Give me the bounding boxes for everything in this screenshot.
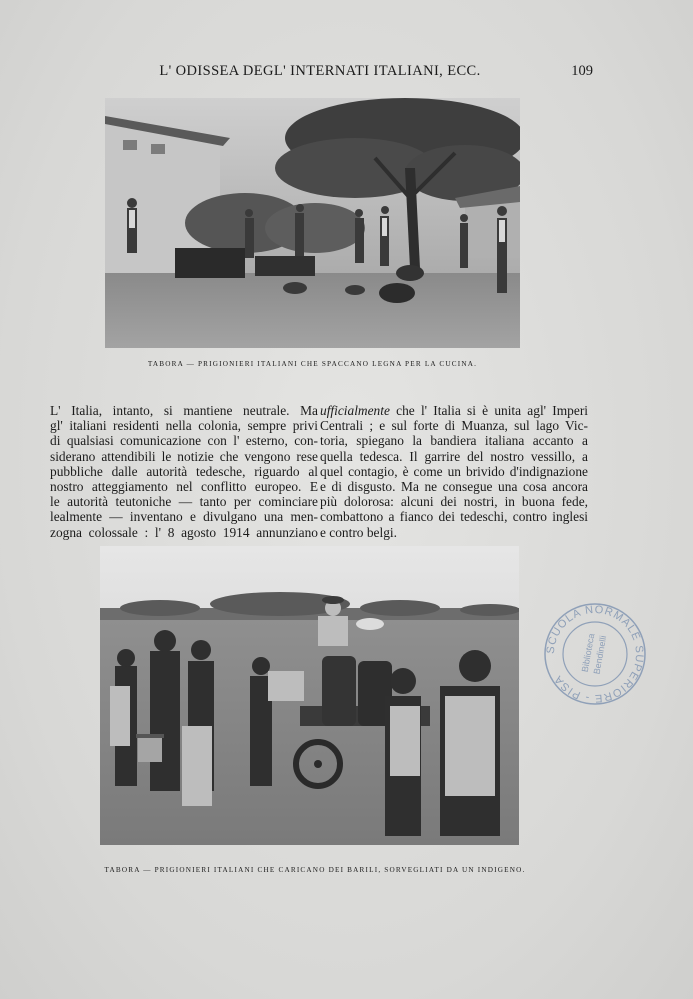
running-header: L' ODISSEA DEGL' INTERNATI ITALIANI, ECC. [159,63,481,79]
text-line: pubbliche dalle autorità tedesche, riguardo al [50,463,318,479]
library-stamp-seal [541,600,649,708]
text-line: Centrali ; e sul forte di Muanza, sul lago Vic- [320,418,588,434]
photo-loading-barrels [100,546,519,845]
text-line: quella tedesca. Il garrire del nostro vessillo, a [320,448,588,464]
photo-wood-chopping-caption: TABORA — PRIGIONIERI ITALIANI CHE SPACCANO LEGNA PER LA CUCINA. [147,360,478,368]
text-line: gl' italiani residenti nella colonia, sempre privi [50,418,318,434]
text-line-rest: che l' Italia si è unita agl' Imperi [389,403,588,418]
italic-word: ufficialmente [320,403,390,418]
text-line: e contro belgi. [320,524,397,540]
text-column-left [50,403,318,540]
text-line: nostro atteggiamento nel conflitto europeo. E [50,479,318,495]
text-line: zogna colossale : l' 8 agosto 1914 annunziano [50,524,318,540]
text-line: più dolorosa: alcuni dei nostri, in buona fede, [320,494,588,510]
stamp-center-line2: Bendinelli [591,634,609,675]
library-stamp [541,600,649,708]
text-line: L' Italia, intanto, si mantiene neutrale. Ma [50,403,318,418]
text-column-right [320,403,588,540]
text-line: di qualsiasi comunicazione con l' esterno, con- [50,433,318,449]
photo-wood-chopping [105,98,520,348]
text-line: lealmente — inventano e divulgano una men- [50,509,318,525]
text-line: e di disgusto. Ma ne consegue una cosa ancora [320,479,588,495]
photo-loading-barrels-caption: TABORA — PRIGIONIERI ITALIANI CHE CARICANO DEI BARILI, SORVEGLIATI DA UN INDIGENO. [104,866,526,874]
photo-wood-chopping-image [105,98,520,348]
stamp-center-line1: Biblioteca [579,632,597,673]
text-line [320,403,588,418]
page-number: 109 [571,63,593,79]
stamp-ring-text: SCUOLA NORMALE SUPERIORE - PISA [544,603,646,705]
text-line: toria, spiegano la bandiera italiana accanto a [320,433,588,449]
text-line: quel contagio, è come un brivido d'indignazione [320,463,588,479]
text-line: le autorità teutoniche — tanto per cominciare [50,494,318,510]
text-line: combattono a fianco dei tedeschi, contro inglesi [320,509,588,525]
text-line: siderano attendibili le notizie che vengono rese [50,448,318,464]
photo-loading-barrels-image [100,546,519,845]
